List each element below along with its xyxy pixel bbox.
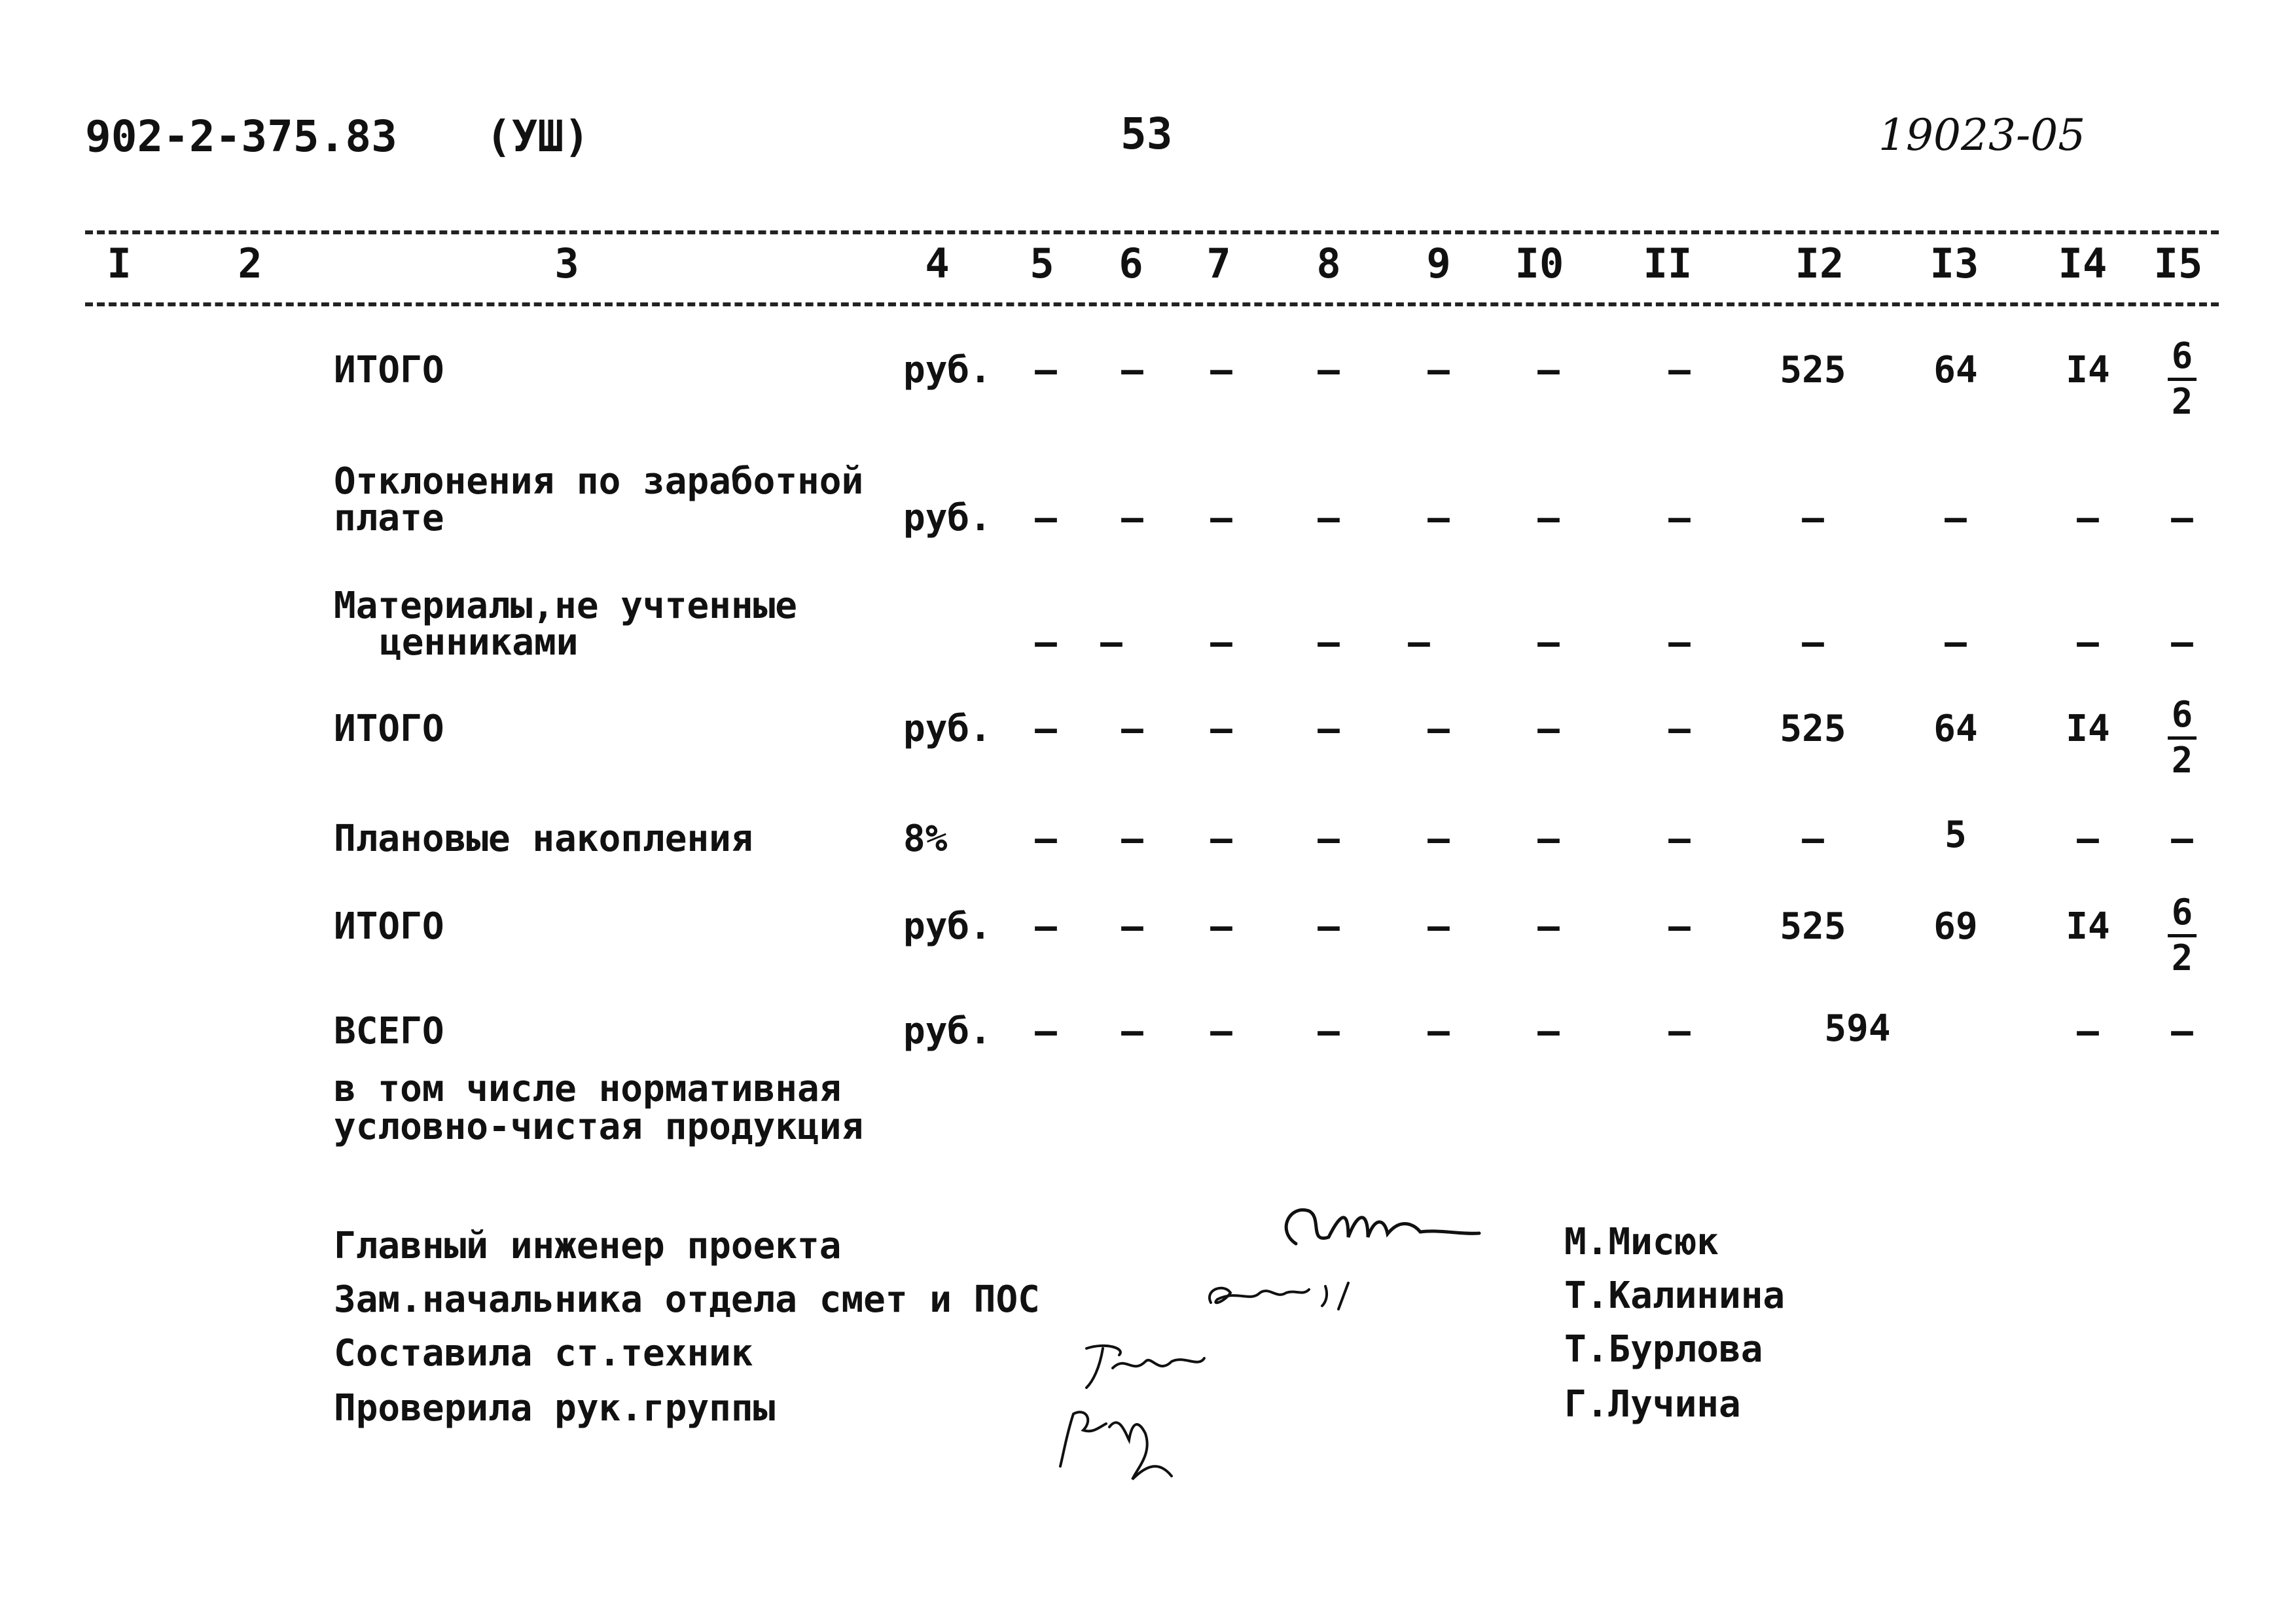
row-cell: – xyxy=(1427,497,1450,539)
row-cell: – xyxy=(1121,818,1143,860)
row-cell: – xyxy=(2077,818,2099,860)
row-cell: – xyxy=(1121,1010,1143,1053)
row-cell: – xyxy=(1537,818,1560,860)
row-cell: – xyxy=(1318,349,1340,391)
row-cell: – xyxy=(1668,905,1691,948)
row-label: ИТОГО xyxy=(334,708,444,750)
row-cell: – xyxy=(1802,621,1824,664)
row-cell: – xyxy=(2077,1010,2099,1053)
signature-kalinina xyxy=(1198,1263,1394,1322)
row-label: Отклонения по заработной xyxy=(334,460,864,503)
row-cell: – xyxy=(2077,621,2099,664)
row-cell: – xyxy=(1035,497,1057,539)
row-cell: – xyxy=(1318,1010,1340,1053)
fraction-cell xyxy=(2168,894,2197,977)
row-label: ИТОГО xyxy=(334,349,444,391)
signatory-title: Проверила рук.группы xyxy=(334,1387,776,1430)
row-cell: – xyxy=(1210,621,1232,664)
row-label-continued: ценниками xyxy=(380,621,579,664)
row-cell: – xyxy=(1537,708,1560,750)
column-number: 5 xyxy=(1030,240,1054,287)
row-cell: – xyxy=(1318,708,1340,750)
row-cell: 64 xyxy=(1933,349,1978,391)
signatory-name: Т.Бурлова xyxy=(1564,1328,1763,1371)
row-cell: – xyxy=(1035,1010,1057,1053)
column-number: 4 xyxy=(925,240,950,287)
row-cell: – xyxy=(1035,708,1057,750)
row-cell: – xyxy=(1210,1010,1232,1053)
column-number: 6 xyxy=(1119,240,1143,287)
row-unit: руб. xyxy=(903,349,992,391)
row-cell: – xyxy=(1668,497,1691,539)
row-cell: 64 xyxy=(1933,708,1978,750)
fraction-denominator: 2 xyxy=(2171,937,2193,979)
row-cell: – xyxy=(1121,708,1143,750)
row-cell: I4 xyxy=(2066,905,2110,948)
header-bottom-rule xyxy=(85,302,2219,306)
row-cell: – xyxy=(1668,349,1691,391)
column-number: I4 xyxy=(2058,240,2108,287)
section-code: (УШ) xyxy=(486,111,590,162)
signatory-name: М.Мисюк xyxy=(1564,1221,1719,1263)
fraction-numerator: 6 xyxy=(2171,335,2193,376)
row-cell: – xyxy=(1318,905,1340,948)
row-cell: – xyxy=(2171,1010,2193,1053)
row-cell: – xyxy=(1945,621,1967,664)
signatory-name: Т.Калинина xyxy=(1564,1274,1785,1317)
row-cell: – xyxy=(1318,497,1340,539)
row-cell: – xyxy=(1210,708,1232,750)
signature-misyuk xyxy=(1270,1191,1492,1263)
column-number: 8 xyxy=(1316,240,1341,287)
column-number: 2 xyxy=(238,240,262,287)
column-number: I3 xyxy=(1929,240,1979,287)
row-cell: – xyxy=(1537,1010,1560,1053)
column-number: 3 xyxy=(554,240,579,287)
row-cell: – xyxy=(1537,905,1560,948)
fraction-denominator: 2 xyxy=(2171,739,2193,781)
row-cell: 525 xyxy=(1780,905,1846,948)
column-number: 7 xyxy=(1206,240,1231,287)
row-cell: I4 xyxy=(2066,708,2110,750)
row-cell: – xyxy=(1537,621,1560,664)
row-cell: 69 xyxy=(1933,905,1978,948)
row-cell: – xyxy=(1427,1010,1450,1053)
row-cell: – xyxy=(1210,905,1232,948)
signatory-name: Г.Лучина xyxy=(1564,1383,1741,1426)
fraction-bar xyxy=(2168,934,2197,937)
row-cell: 5 xyxy=(1945,814,1967,856)
fraction-bar xyxy=(2168,378,2197,381)
signatory-title: Главный инженер проекта xyxy=(334,1225,842,1267)
row-cell: – xyxy=(1210,818,1232,860)
row-label: Плановые накопления xyxy=(334,818,753,860)
row-label: ВСЕГО xyxy=(334,1010,444,1053)
row-label-continued: условно-чистая продукция xyxy=(334,1106,864,1148)
fraction-denominator: 2 xyxy=(2171,380,2193,422)
row-cell: – xyxy=(1945,497,1967,539)
fraction-cell xyxy=(2168,696,2197,779)
fraction-numerator: 6 xyxy=(2171,892,2193,933)
row-label: в том числе нормативная xyxy=(334,1068,842,1110)
row-cell: – xyxy=(2171,497,2193,539)
row-cell: – xyxy=(1121,497,1143,539)
row-cell: – xyxy=(2171,621,2193,664)
page-number: 53 xyxy=(1121,109,1173,159)
row-cell: – xyxy=(1100,621,1122,664)
header-top-rule xyxy=(85,230,2219,234)
column-number: 9 xyxy=(1426,240,1451,287)
row-cell: – xyxy=(2077,497,2099,539)
row-cell: – xyxy=(1427,349,1450,391)
row-cell: – xyxy=(1035,621,1057,664)
row-cell: – xyxy=(1537,497,1560,539)
row-cell: – xyxy=(1668,818,1691,860)
row-cell: – xyxy=(1035,905,1057,948)
column-number: I xyxy=(107,240,132,287)
row-cell: – xyxy=(1802,818,1824,860)
row-unit: руб. xyxy=(903,905,992,948)
column-number: II xyxy=(1643,240,1693,287)
signature-burlova-luchina xyxy=(1047,1329,1270,1492)
row-cell: – xyxy=(1318,621,1340,664)
row-cell: – xyxy=(1318,818,1340,860)
row-cell: – xyxy=(1537,349,1560,391)
row-cell: – xyxy=(1668,621,1691,664)
row-cell: – xyxy=(1427,905,1450,948)
column-number: I2 xyxy=(1795,240,1844,287)
row-unit: 8% xyxy=(903,818,948,860)
row-unit: руб. xyxy=(903,497,992,539)
row-cell: – xyxy=(1668,1010,1691,1053)
row-cell: – xyxy=(2171,818,2193,860)
row-cell: 525 xyxy=(1780,349,1846,391)
signatory-title: Зам.начальника отдела смет и ПОС xyxy=(334,1278,1040,1321)
row-cell: – xyxy=(1121,905,1143,948)
fraction-bar xyxy=(2168,736,2197,740)
row-cell: – xyxy=(1802,497,1824,539)
fraction-numerator: 6 xyxy=(2171,694,2193,735)
row-unit: руб. xyxy=(903,708,992,750)
column-number: I5 xyxy=(2153,240,2203,287)
row-label-continued: плате xyxy=(334,497,444,539)
row-cell-merged: 594 xyxy=(1824,1007,1891,1050)
document-code: 902-2-375.83 xyxy=(85,111,397,162)
row-cell: – xyxy=(1210,349,1232,391)
row-cell: – xyxy=(1035,818,1057,860)
archive-number: 19023-05 xyxy=(1878,110,2086,160)
row-cell: – xyxy=(1427,708,1450,750)
column-number: I0 xyxy=(1515,240,1564,287)
row-label: Материалы,не учтенные xyxy=(334,585,798,627)
row-label: ИТОГО xyxy=(334,905,444,948)
row-cell: – xyxy=(1210,497,1232,539)
row-cell: 525 xyxy=(1780,708,1846,750)
row-unit: руб. xyxy=(903,1010,992,1053)
row-cell: – xyxy=(1668,708,1691,750)
fraction-cell xyxy=(2168,335,2197,422)
signatory-title: Составила ст.техник xyxy=(334,1332,753,1375)
row-cell: – xyxy=(1427,818,1450,860)
row-cell: – xyxy=(1408,621,1430,664)
row-cell: – xyxy=(1121,349,1143,391)
row-cell: – xyxy=(1035,349,1057,391)
row-cell: I4 xyxy=(2066,349,2110,391)
